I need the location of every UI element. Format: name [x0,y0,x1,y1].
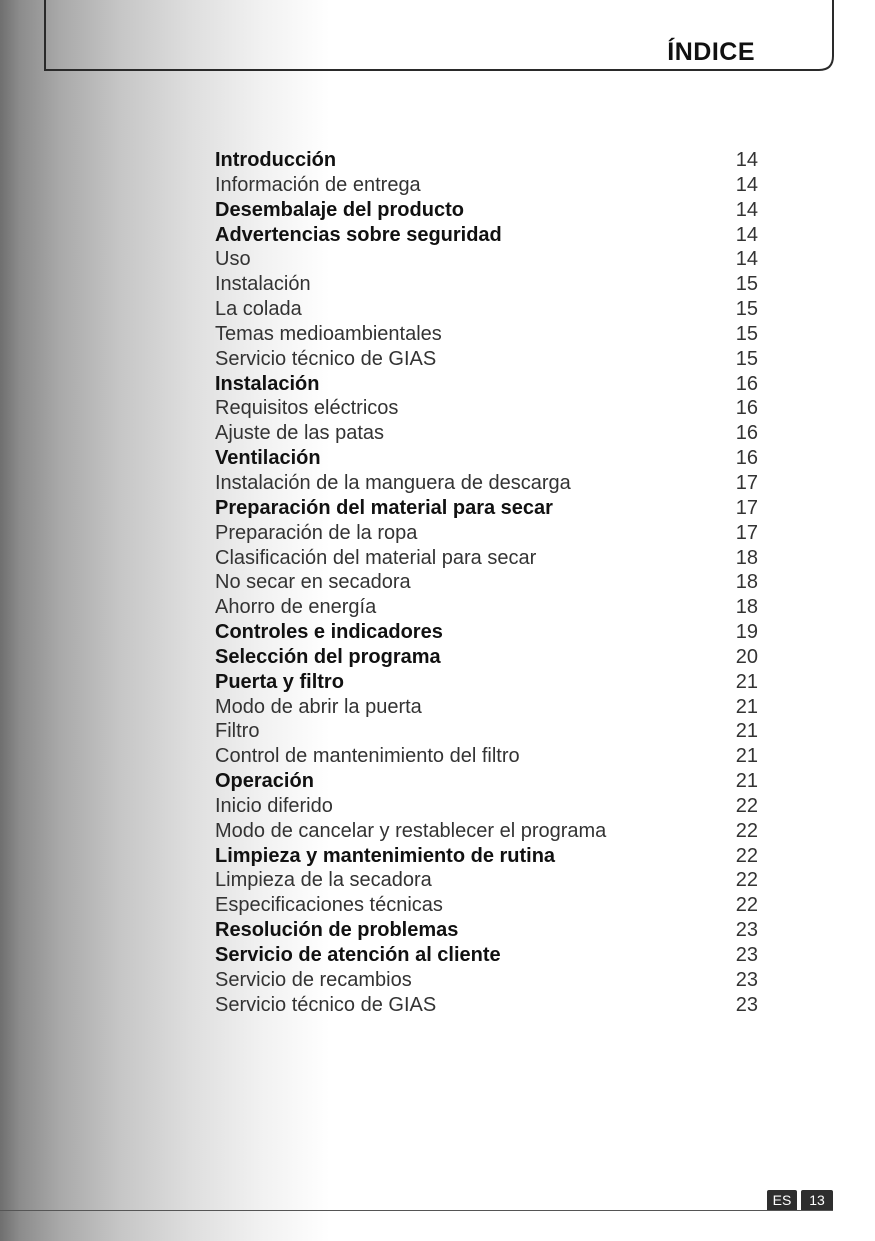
toc-entry-label: Advertencias sobre seguridad [215,223,502,246]
toc-entry [215,198,760,223]
toc-entry [215,372,760,397]
toc-entry-label: La colada [215,298,302,321]
toc-entry-page: 14 [735,173,758,196]
toc-entry-page: 17 [735,521,758,544]
toc-entry-label: Instalación [215,273,311,296]
toc-entry-label: Servicio técnico de GIAS [215,347,437,370]
toc-entry-label: Instalación de la manguera de descarga [215,471,571,494]
toc-entry [215,322,760,347]
toc-entry [215,173,760,198]
toc-entry [215,347,760,372]
toc-entry [215,819,760,844]
table-of-contents [215,148,760,1018]
toc-entry-page: 20 [735,645,758,668]
toc-entry-label: Puerta y filtro [215,670,344,693]
toc-entry [215,421,760,446]
toc-entry [215,620,760,645]
toc-entry-page: 22 [735,894,758,917]
toc-entry-page: 17 [735,471,758,494]
toc-entry [215,148,760,173]
toc-entry-page: 14 [735,223,758,246]
toc-entry-page: 19 [735,621,758,644]
toc-entry-page: 14 [735,198,758,221]
toc-entry [215,645,760,670]
toc-entry-label: Desembalaje del producto [215,198,464,221]
toc-entry-page: 14 [735,149,758,171]
toc-entry-label: Clasificación del material para secar [215,546,537,569]
toc-entry-label: Modo de abrir la puerta [215,695,422,718]
toc-entry-label: Filtro [215,720,260,743]
toc-entry-page: 21 [735,670,758,693]
toc-entry [215,247,760,272]
toc-entry-label: Operación [215,770,314,793]
toc-entry [215,670,760,695]
toc-entry [215,471,760,496]
toc-entry-page: 14 [735,248,758,271]
toc-entry [215,396,760,421]
toc-entry [215,570,760,595]
toc-entry-page: 22 [735,869,758,892]
toc-entry-page: 15 [735,298,758,321]
toc-entry-page: 18 [735,596,758,619]
toc-entry [215,719,760,744]
toc-entry [215,546,760,571]
toc-entry-page: 15 [735,347,758,370]
toc-entry-page: 15 [735,322,758,345]
toc-entry-page: 21 [735,695,758,718]
toc-entry-page: 16 [735,447,758,470]
toc-entry-label: Selección del programa [215,645,441,668]
toc-entry-label: Preparación de la ropa [215,521,418,544]
toc-entry-label: Introducción [215,149,337,171]
toc-entry-label: Modo de cancelar y restablecer el programa [215,819,607,842]
toc-entry-page: 22 [735,844,758,867]
toc-entry-label: Limpieza y mantenimiento de rutina [215,844,556,867]
toc-entry-page: 23 [735,968,758,991]
toc-entry [215,918,760,943]
toc-entry [215,868,760,893]
toc-entry [215,968,760,993]
toc-entry [215,844,760,869]
toc-entry-label: Preparación del material para secar [215,496,553,519]
toc-entry-label: Requisitos eléctricos [215,397,399,420]
toc-entry-page: 16 [735,372,758,395]
toc-entry-page: 15 [735,273,758,296]
toc-entry [215,496,760,521]
toc-entry-page: 23 [735,993,758,1016]
toc-entry [215,993,760,1018]
toc-entry-page: 22 [735,819,758,842]
toc-entry-label: Ajuste de las patas [215,422,384,445]
toc-entry-label: Resolución de problemas [215,919,459,942]
toc-entry [215,943,760,968]
toc-entry [215,223,760,248]
toc-entry [215,297,760,322]
toc-entry-label: Controles e indicadores [215,621,443,644]
toc-entry-label: No secar en secadora [215,571,411,594]
toc-entry-page: 18 [735,571,758,594]
toc-entry-page: 22 [735,794,758,817]
toc-entry-label: Temas medioambientales [215,322,442,345]
toc-entry-label: Ahorro de energía [215,596,377,619]
toc-entry [215,446,760,471]
toc-entry-page: 16 [735,422,758,445]
toc-entry-label: Uso [215,248,251,271]
toc-entry-label: Inicio diferido [215,794,333,817]
toc-entry-page: 17 [735,496,758,519]
toc-entry-page: 21 [735,745,758,768]
toc-entry-label: Instalación [215,372,320,395]
toc-entry-label: Especificaciones técnicas [215,894,443,917]
language-badge: ES [767,1190,797,1210]
page-title: ÍNDICE [667,38,755,66]
footer-divider [0,1210,833,1211]
page-number-badge: 13 [801,1190,833,1210]
toc-entry-label: Servicio de recambios [215,968,412,991]
toc-entry [215,272,760,297]
toc-entry-label: Servicio de atención al cliente [215,944,501,966]
toc-entry [215,769,760,794]
toc-entry [215,794,760,819]
toc-entry [215,744,760,769]
toc-entry-label: Control de mantenimiento del filtro [215,745,520,768]
toc-entry [215,521,760,546]
toc-entry-label: Servicio técnico de GIAS [215,993,437,1016]
toc-entry-page: 23 [735,919,758,942]
toc-entry-page: 21 [735,720,758,743]
toc-entry-page: 23 [735,944,758,966]
toc-entry-label: Limpieza de la secadora [215,869,432,892]
toc-entry-page: 18 [735,546,758,569]
toc-entry [215,695,760,720]
toc-entry-label: Información de entrega [215,173,421,196]
toc-entry [215,595,760,620]
toc-entry-label: Ventilación [215,447,321,470]
toc-entry-page: 16 [735,397,758,420]
toc-entry-page: 21 [735,770,758,793]
toc-entry [215,893,760,918]
